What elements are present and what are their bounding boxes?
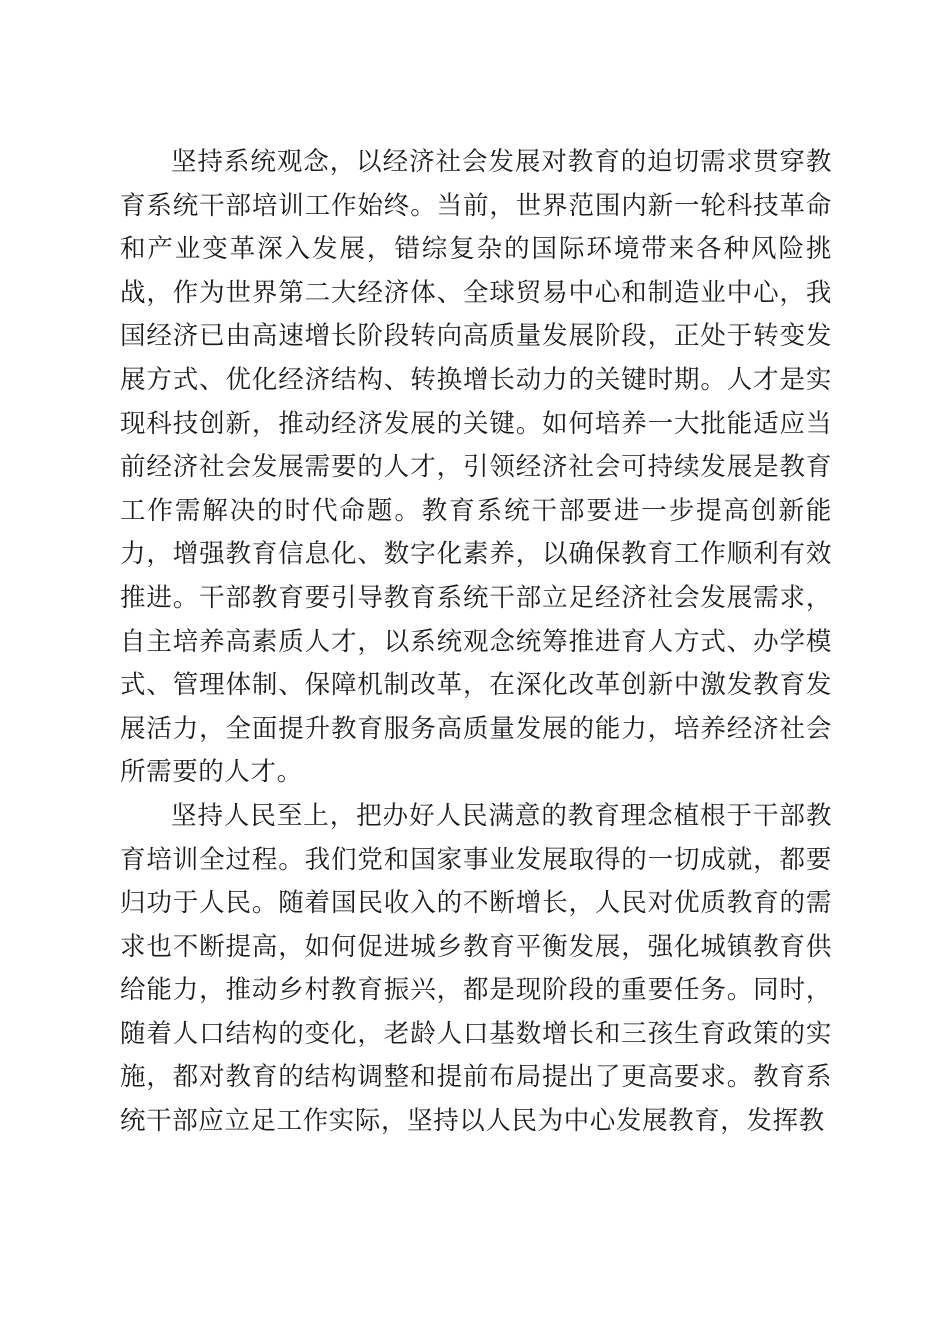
document-body bbox=[120, 141, 832, 1144]
paragraph-1: 坚持系统观念，以经济社会发展对教育的迫切需求贯穿教育系统干部培训工作始终。当前，世界范围内新一轮科技革命和产业变革深入发展，错综复杂的国际环境带来各种风险挑战，作为世界第二大经济体、全球贸易中心和制造业中心，我国经济已由高速增长阶段转向高质量发展阶段，正处于转变发展方式、优化经济结构、转换增长动力的关键时期。人才是实现科技创新，推动经济发展的关键。如何培养一大批能适应当前经济社会发展需要的人才，引领经济社会可持续发展是教育工作需解决的时代命题。教育系统干部要进一步提高创新能力，增强教育信息化、数字化素养，以确保教育工作顺利有效推进。干部教育要引导教育系统干部立足经济社会发展需求，自主培养高素质人才，以系统观念统筹推进育人方式、办学模式、管理体制、保障机制改革，在深化改革创新中激发教育发展活力，全面提升教育服务高质量发展的能力，培养经济社会所需要的人才。 bbox=[120, 147, 832, 788]
paragraph-2: 坚持人民至上，把办好人民满意的教育理念植根于干部教育培训全过程。我们党和国家事业发展取得的一切成就，都要归功于人民。随着国民收入的不断增长，人民对优质教育的需求也不断提高，如何促进城乡教育平衡发展，强化城镇教育供给能力，推动乡村教育振兴，都是现阶段的重要任务。同时，随着人口结构的变化，老龄人口基数增长和三孩生育政策的实施，都对教育的结构调整和提前布局提出了更高要求。教育系统干部应立足工作实际，坚持以人民为中心发展教育，发挥教 bbox=[120, 800, 832, 1137]
